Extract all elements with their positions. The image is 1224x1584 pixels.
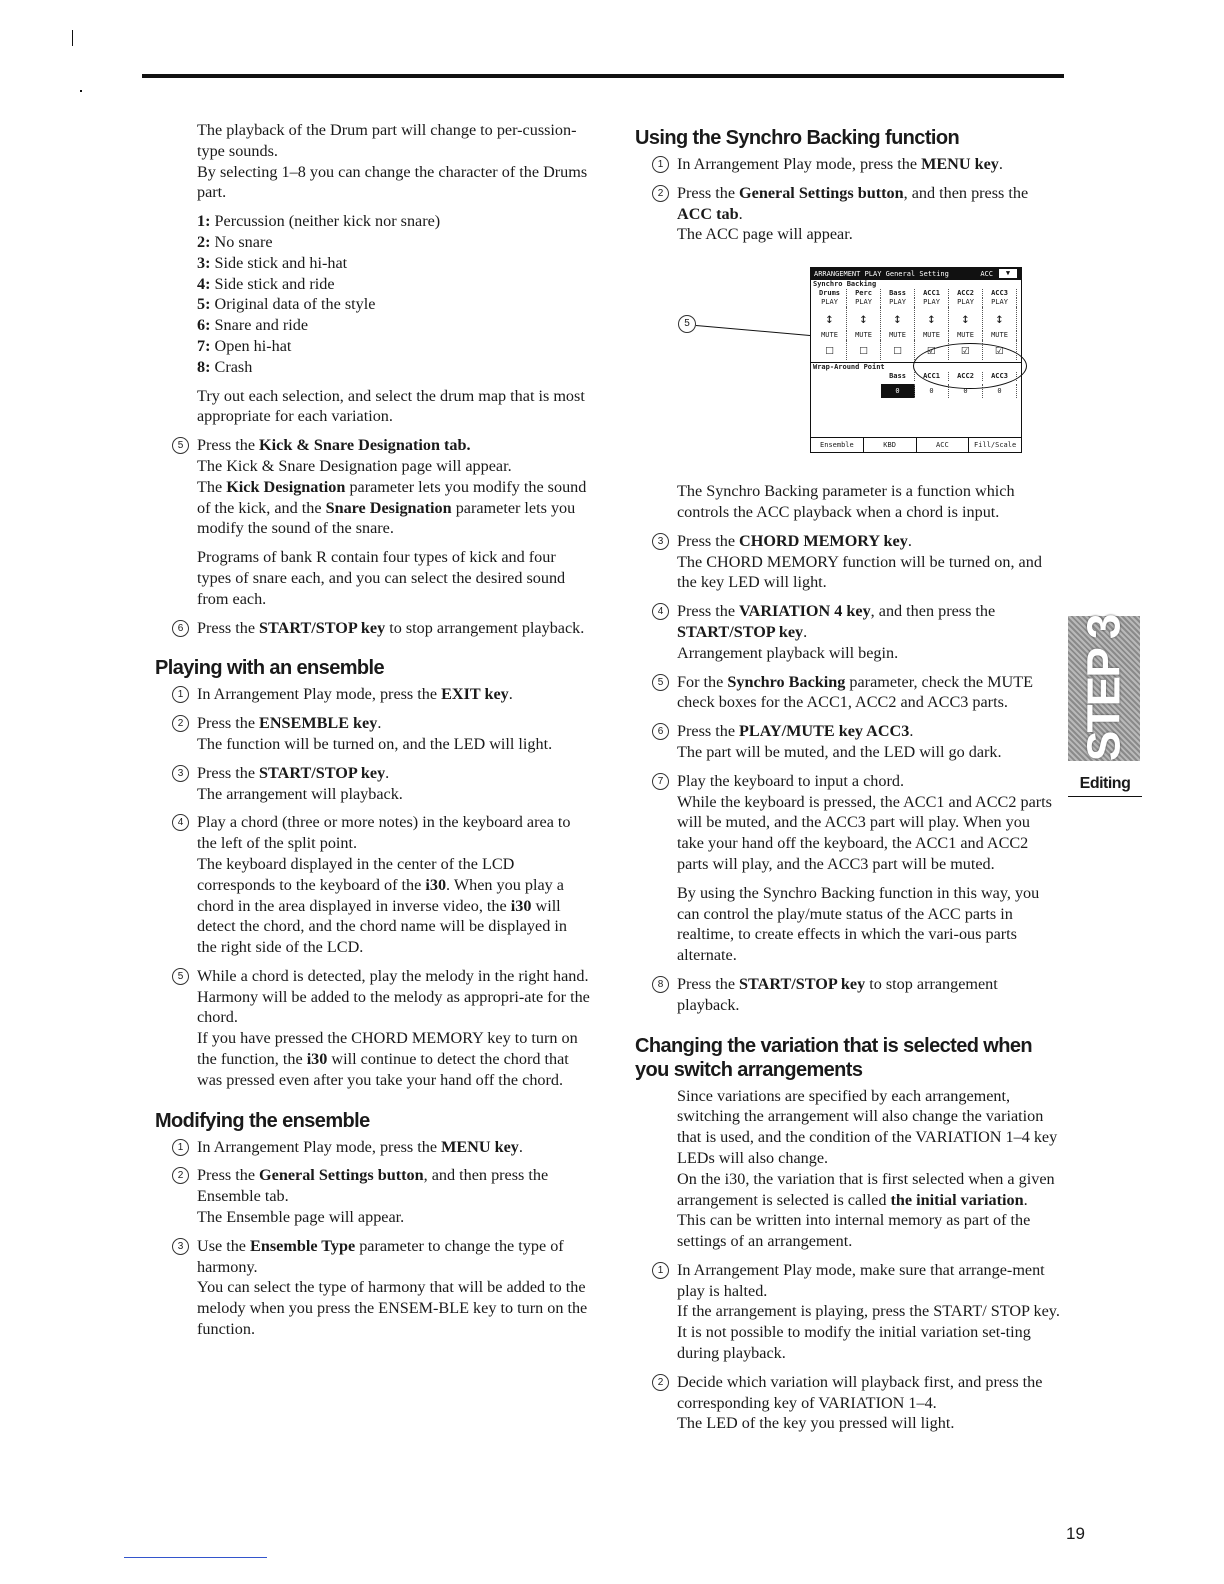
list-item: 5: Original data of the style	[197, 295, 376, 314]
wrap-value-field[interactable]: 0	[881, 384, 915, 398]
updown-arrow-icon: ↕	[983, 307, 1017, 331]
list-item: 8: Crash	[197, 357, 253, 376]
wrap-value-field[interactable]: 0	[983, 384, 1017, 398]
tab-ensemble[interactable]: Ensemble	[811, 438, 864, 452]
synchro-step-6: 6 Press the PLAY/MUTE key ACC3. The part will be muted, and the LED will go dark.	[630, 721, 1060, 763]
synchro-step-5: 5 For the Synchro Backing parameter, check the MUTE check boxes for the ACC1, ACC2 and ACC3 parts.	[630, 672, 1060, 714]
callout-line	[696, 325, 816, 336]
section-heading: Modifying the ensemble	[155, 1109, 370, 1132]
synchro-step-2: 2 Press the General Settings button, and then press the ACC tab. The ACC page will appear.	[630, 183, 1060, 245]
updown-arrow-icon: ↕	[847, 307, 881, 331]
changing-step-1: 1 In Arrangement Play mode, make sure that arrange-ment play is halted. If the arrangement is playing, press the START/ STOP key. It is not possible to modify the initial variation set-ting during playback.	[630, 1260, 1060, 1364]
list-item: 6: Snare and ride	[197, 316, 309, 335]
margin-dot	[80, 90, 82, 92]
step-number: 3	[652, 533, 669, 550]
synchro-step-3: 3 Press the CHORD MEMORY key. The CHORD MEMORY function will be turned on, and the key LED will light.	[630, 531, 1060, 593]
wrap-value-field[interactable]: 0	[949, 384, 983, 398]
list-item: 3: Side stick and hi-hat	[197, 253, 348, 272]
lcd-acc-tab[interactable]: ACC	[980, 270, 993, 279]
playing-step-5: 5 While a chord is detected, play the melody in the right hand. Harmony will be added to the melody as appropri-ate for the chord. If you have pressed the CHORD MEMORY key to turn on the function, the i30 will continue to detect the chord that was pressed even after you take your hand off the chord.	[150, 966, 590, 1091]
mute-checkbox[interactable]: ☐	[881, 340, 915, 360]
mute-checkbox[interactable]: ☑	[915, 340, 949, 360]
section-heading: Using the Synchro Backing function	[635, 127, 960, 149]
list-item: 2: No snare	[197, 232, 273, 251]
step-number: 1	[652, 1262, 669, 1279]
mute-checkbox[interactable]: ☐	[847, 340, 881, 360]
highlight-ellipse	[913, 343, 1027, 389]
step-number: 5	[652, 674, 669, 691]
playing-step-3: 3 Press the START/STOP key. The arrangement will playback.	[150, 763, 590, 805]
step-number: 2	[652, 185, 669, 202]
step-6: 6 Press the START/STOP key to stop arrangement playback.	[150, 618, 590, 639]
step-5: 5 Press the Kick & Snare Designation tab. The Kick & Snare Designation page will appear. The Kick Designation parameter lets you modify the sound of the kick, and the Snare Designation parameter lets you modify the sound of the snare. Programs of bank R contain four types of kick and four types of snare each, and you can select the desired sound from each.	[150, 435, 590, 609]
modifying-step-3: 3 Use the Ensemble Type parameter to change the type of harmony. You can select the type of harmony that will be added to the melody when you press the ENSEM-BLE key to turn on the function.	[150, 1236, 590, 1340]
tab-kbd[interactable]: KBD	[864, 438, 917, 452]
updown-arrow-icon: ↕	[949, 307, 983, 331]
lcd-title-bar: ARRANGEMENT PLAY General Setting ACC ▼	[811, 268, 1021, 280]
lcd-figure	[630, 255, 1060, 465]
list-item: 4: Side stick and ride	[197, 274, 335, 293]
playing-step-2: 2 Press the ENSEMBLE key. The function will be turned on, and the LED will light.	[150, 713, 590, 755]
intro-line: The playback of the Drum part will change to per-cussion-type sounds.	[197, 121, 577, 160]
header-rule	[142, 74, 1064, 78]
section-heading: Changing the variation that is selected when you switch arrangements	[635, 1034, 1033, 1081]
updown-arrow-icon: ↕	[813, 307, 847, 331]
list-item: 7: Open hi-hat	[197, 336, 292, 355]
step-number: 4	[652, 603, 669, 620]
footer-rule	[124, 1557, 267, 1558]
intro	[150, 120, 590, 203]
step-number: 6	[172, 620, 189, 637]
step-number: 2	[652, 1374, 669, 1391]
wrap-value-field[interactable]: 0	[915, 384, 949, 398]
synchro-step-4: 4 Press the VARIATION 4 key, and then press the START/STOP key. Arrangement playback will begin.	[630, 601, 1060, 663]
step-number: 1	[652, 156, 669, 173]
synchro-step-8: 8 Press the START/STOP key to stop arrangement playback.	[630, 974, 1060, 1016]
modifying-step-1: 1 In Arrangement Play mode, press the MENU key.	[150, 1137, 590, 1158]
right-column	[630, 120, 1060, 1442]
lcd-section-label: Synchro Backing	[813, 280, 877, 289]
synchro-description: The Synchro Backing parameter is a function which controls the ACC playback when a chord is input.	[677, 482, 1015, 521]
playing-step-1: 1 In Arrangement Play mode, press the EXIT key.	[150, 684, 590, 705]
lcd-play-row: PLAY PLAY PLAY PLAY PLAY PLAY	[811, 298, 1021, 307]
intro-line: By selecting 1–8 you can change the character of the Drums part.	[197, 162, 588, 202]
updown-arrow-icon: ↕	[915, 307, 949, 331]
step-number: 3	[172, 1238, 189, 1255]
mute-checkbox[interactable]: ☑	[983, 340, 1017, 360]
dropdown-arrow-icon[interactable]: ▼	[999, 269, 1017, 278]
section-heading: Playing with an ensemble	[155, 657, 384, 680]
step-number: 3	[172, 765, 189, 782]
lcd-arrow-row	[811, 307, 1021, 331]
margin-mark	[72, 30, 73, 46]
section-side-label: Editing	[1079, 775, 1131, 792]
step-number: 5	[172, 437, 189, 454]
callout-number: 5	[678, 315, 696, 333]
lcd-tab-bar	[811, 437, 1021, 452]
side-rule	[1068, 796, 1142, 797]
lcd-column-headers: Drums Perc Bass ACC1 ACC2 ACC3	[811, 289, 1021, 298]
changing-description: Since variations are specified by each arrangement, switching the arrangement will also change the variation that is used, and the condition of the VARIATION 1–4 key LEDs will also change. On the i30, the variation that is first selected when a given arrangement is selected is called the initial variation. This can be written into internal memory as part of the settings of an arrangement.	[677, 1086, 1058, 1251]
step-number: 1	[172, 686, 189, 703]
changing-step-2: 2 Decide which variation will playback first, and press the corresponding key of VARIATION 1–4. The LED of the key you pressed will light.	[630, 1372, 1060, 1434]
lcd-wrap-headers: Bass ACC1 ACC2 ACC3	[881, 372, 1021, 381]
mute-checkbox[interactable]: ☑	[949, 340, 983, 360]
updown-arrow-icon: ↕	[881, 307, 915, 331]
step-number: 2	[172, 715, 189, 732]
lcd-mute-row: MUTE MUTE MUTE MUTE MUTE MUTE	[811, 331, 1021, 340]
step-number: 2	[172, 1167, 189, 1184]
left-column	[150, 120, 590, 1348]
mute-checkbox[interactable]: ☐	[813, 340, 847, 360]
playing-step-4: 4 Play a chord (three or more notes) in the keyboard area to the left of the split point. The keyboard displayed in the center of the LCD corresponds to the keyboard of the i30. When you play a chord in the area displayed in inverse video, the i30 will detect the chord, and the chord name will be displayed in the right side of the LCD.	[150, 812, 590, 958]
tab-acc[interactable]: ACC	[917, 438, 970, 452]
step-side-tab: STEP 3	[1068, 616, 1140, 761]
step-number: 6	[652, 723, 669, 740]
step-number: 5	[172, 968, 189, 985]
modifying-step-2: 2 Press the General Settings button, and then press the Ensemble tab. The Ensemble page will appear.	[150, 1165, 590, 1227]
page-number: 19	[1066, 1524, 1085, 1543]
step-number: 7	[652, 773, 669, 790]
drum-option-list	[150, 211, 590, 377]
lcd-section-label: Wrap-Around Point	[811, 362, 1021, 372]
step-number: 1	[172, 1139, 189, 1156]
tab-fill-scale[interactable]: Fill/Scale	[974, 441, 1017, 450]
synchro-step-7: 7 Play the keyboard to input a chord. While the keyboard is pressed, the ACC1 and ACC2 parts will be muted, and the ACC3 part will play. When you take your hand off the keyboard, the ACC1 and ACC2 parts will play, and the ACC3 part will be muted. By using the Synchro Backing function in this way, you can control the play/mute status of the ACC parts in realtime, to create effects in which the vari-ous parts alternate.	[630, 771, 1060, 966]
synchro-step-1: 1 In Arrangement Play mode, press the MENU key.	[630, 154, 1060, 175]
list-item: 1: Percussion (neither kick nor snare)	[197, 212, 441, 231]
try-out-text: Try out each selection, and select the drum map that is most appropriate for each variation.	[197, 386, 585, 426]
step-number: 8	[652, 976, 669, 993]
step-number: 4	[172, 814, 189, 831]
